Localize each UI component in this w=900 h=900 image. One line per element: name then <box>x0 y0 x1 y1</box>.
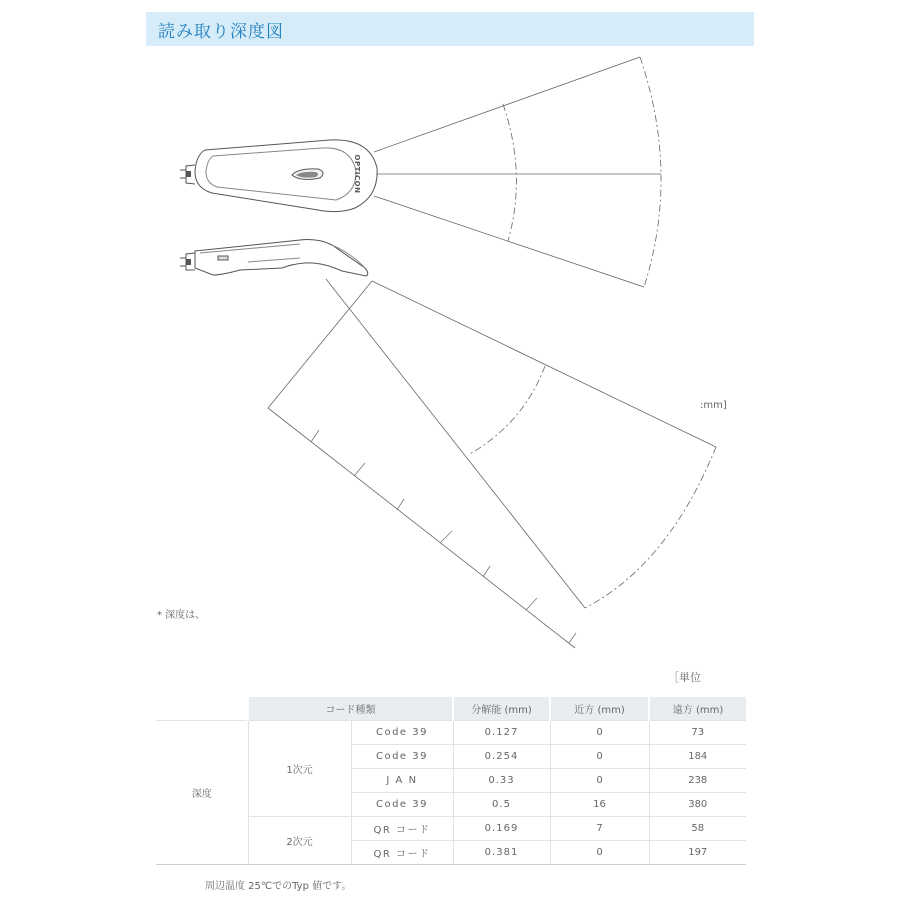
side-fan-center-line <box>326 279 585 608</box>
side-fan-right-edge <box>372 281 716 447</box>
resolution-cell: 0.33 <box>453 769 550 793</box>
side-scan-fan <box>268 279 716 648</box>
group-label-1d: 1次元 <box>248 721 351 817</box>
scanner-logo-text: OPTICON <box>353 154 361 194</box>
resolution-cell: 0.254 <box>453 745 550 769</box>
header-blank-cell <box>156 697 248 721</box>
resolution-cell: 0.5 <box>453 793 550 817</box>
table-row <box>156 721 746 745</box>
side-fan-ruler-ticks <box>311 430 576 643</box>
far-cell: 238 <box>649 769 746 793</box>
side-fan-ruler-line <box>268 408 575 648</box>
scanner-top-view <box>180 140 377 212</box>
table-header-row <box>156 697 746 721</box>
group-label-2d: 2次元 <box>248 817 351 865</box>
cable-pin-block <box>186 171 191 177</box>
scanner-side-view <box>180 240 368 276</box>
depth-footnote: * 深度は、 <box>157 610 206 621</box>
top-fan-upper-edge <box>374 57 640 152</box>
unit-label: ［単位 <box>668 671 701 684</box>
top-fan-lower-edge <box>374 196 644 287</box>
side-button-icon <box>218 256 228 260</box>
header-resolution: 分解能 (mm) <box>453 697 550 721</box>
symbology-cell: QR コード <box>351 841 453 865</box>
symbology-cell: Code 39 <box>351 793 453 817</box>
resolution-cell: 0.169 <box>453 817 550 841</box>
side-pin-block <box>186 259 191 265</box>
symbology-cell: QR コード <box>351 817 453 841</box>
resolution-cell: 0.127 <box>453 721 550 745</box>
top-scan-fan <box>374 57 661 287</box>
near-cell: 7 <box>550 817 649 841</box>
side-fan-near-arc <box>468 366 545 455</box>
side-fan-far-arc <box>585 447 716 608</box>
diagram-unit-text: :mm] <box>700 400 727 411</box>
far-cell: 380 <box>649 793 746 817</box>
header-code-type: コード種類 <box>248 697 453 721</box>
top-fan-near-arc <box>503 104 516 241</box>
row-header-depth: 深度 <box>156 721 248 865</box>
far-cell: 73 <box>649 721 746 745</box>
far-cell: 197 <box>649 841 746 865</box>
far-cell: 184 <box>649 745 746 769</box>
near-cell: 16 <box>550 793 649 817</box>
header-near: 近方 (mm) <box>550 697 649 721</box>
symbology-cell: Code 39 <box>351 745 453 769</box>
near-cell: 0 <box>550 745 649 769</box>
symbology-cell: Code 39 <box>351 721 453 745</box>
symbology-cell: J A N <box>351 769 453 793</box>
near-cell: 0 <box>550 841 649 865</box>
near-cell: 0 <box>550 769 649 793</box>
page-title: 読み取り深度図 <box>158 21 284 42</box>
top-fan-far-arc <box>640 57 661 287</box>
near-cell: 0 <box>550 721 649 745</box>
depth-spec-table <box>156 697 746 865</box>
header-far: 遠方 (mm) <box>649 697 746 721</box>
far-cell: 58 <box>649 817 746 841</box>
resolution-cell: 0.381 <box>453 841 550 865</box>
temperature-note: 周辺温度 25℃でのTyp 値です。 <box>205 881 352 892</box>
side-fan-left-edge <box>268 281 372 408</box>
